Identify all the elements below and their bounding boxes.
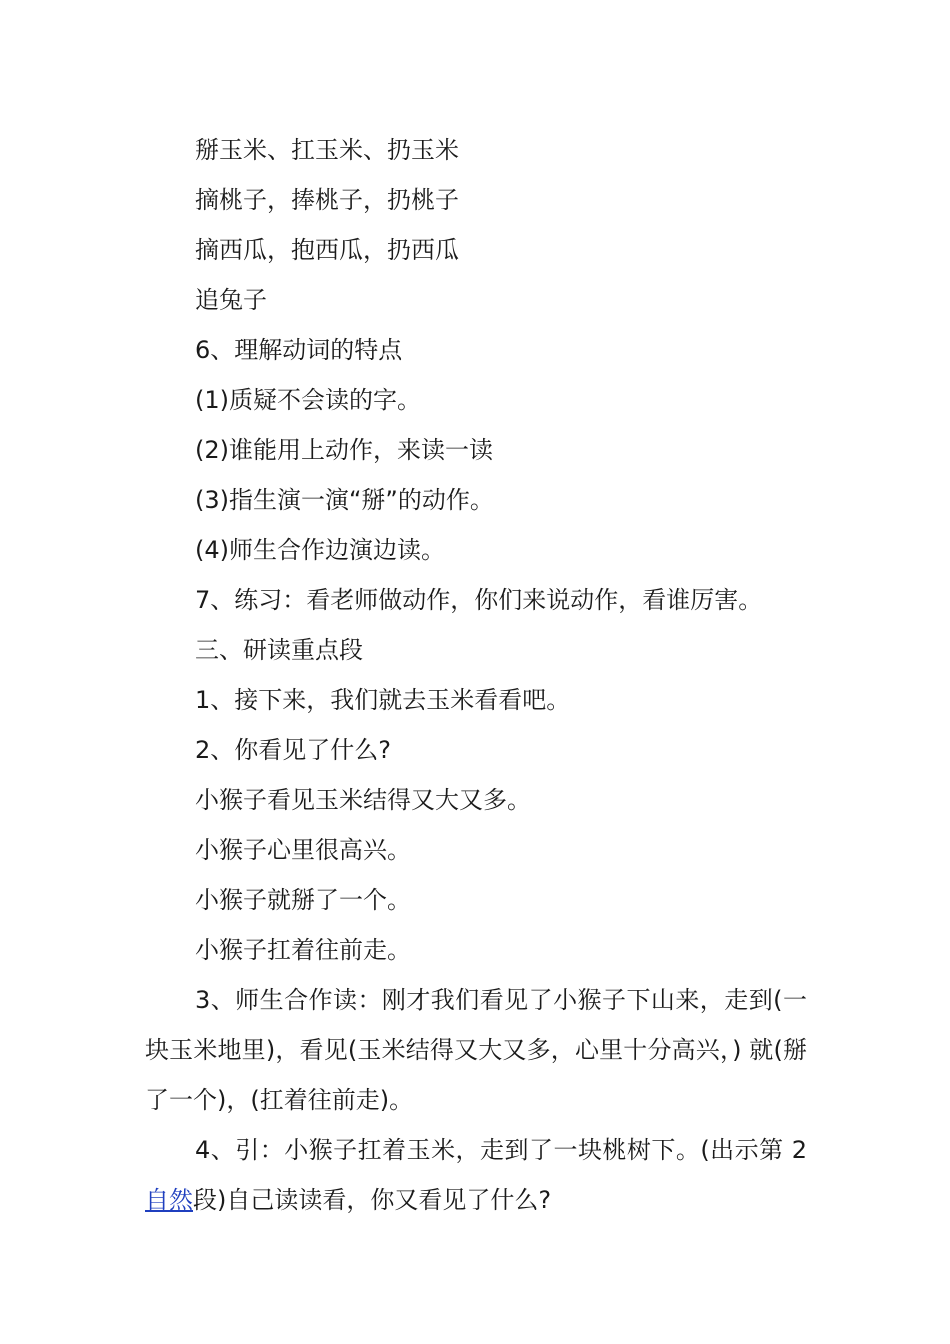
paragraph-4 (145, 1125, 807, 1225)
text-line: 摘西瓜，抱西瓜，扔西瓜 (195, 236, 459, 264)
text-line: (1)质疑不会读的字。 (195, 386, 421, 414)
text-line: 小猴子看见玉米结得又大又多。 (195, 786, 531, 814)
paragraph-4-text-end: 段)自己读读看，你又看见了什么? (193, 1186, 552, 1214)
paragraph-4-text: 4、引：小猴子扛着玉米，走到了一块桃树下。(出示第 2 (195, 1136, 807, 1164)
text-line: 追兔子 (195, 286, 267, 314)
section-heading: 三、研读重点段 (195, 636, 363, 664)
text-line: (3)指生演一演“掰”的动作。 (195, 486, 494, 514)
text-line: (2)谁能用上动作，来读一读 (195, 436, 493, 464)
text-line: 摘桃子，捧桃子，扔桃子 (195, 186, 459, 214)
text-line: 小猴子扛着往前走。 (195, 936, 411, 964)
text-line: 1、接下来，我们就去玉米看看吧。 (195, 686, 571, 714)
text-line: 2、你看见了什么? (195, 736, 392, 764)
document-body (145, 125, 807, 1225)
hyperlink-ziran[interactable]: 自然 (145, 1186, 193, 1214)
text-line: (4)师生合作边演边读。 (195, 536, 445, 564)
paragraph-3: 3、师生合作读：刚才我们看见了小猴子下山来，走到(一块玉米地里)，看见(玉米结得又大又多，心里十分高兴，) 就(掰了一个)，(扛着往前走)。 (145, 986, 807, 1114)
text-line: 小猴子就掰了一个。 (195, 886, 411, 914)
text-line: 小猴子心里很高兴。 (195, 836, 411, 864)
section-heading: 6、理解动词的特点 (195, 336, 403, 364)
text-line: 掰玉米、扛玉米、扔玉米 (195, 136, 459, 164)
section-heading: 7、练习：看老师做动作，你们来说动作，看谁厉害。 (195, 586, 763, 614)
